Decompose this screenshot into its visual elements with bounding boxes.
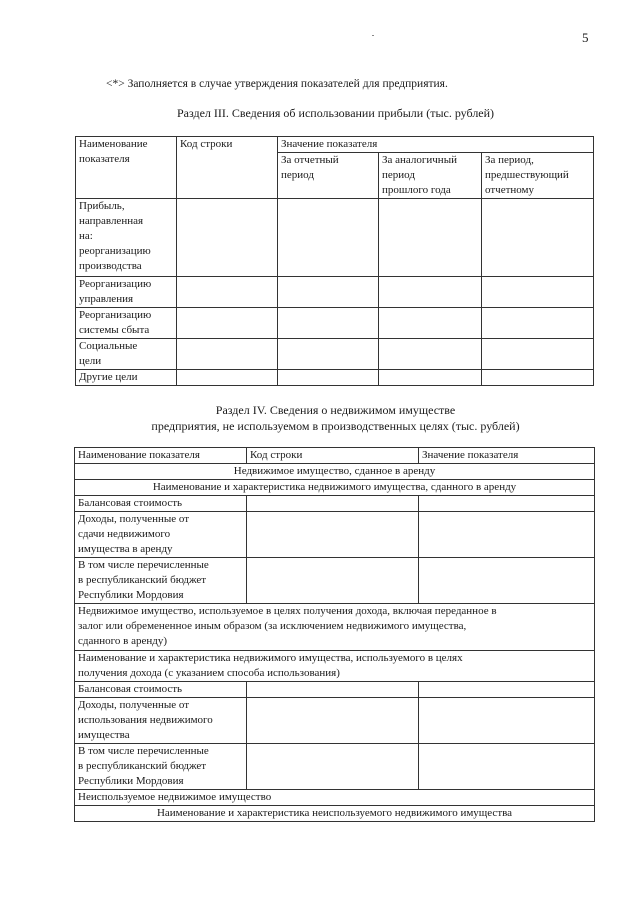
empty-cell: [482, 308, 594, 339]
empty-cell: [177, 199, 278, 277]
table-row: [75, 512, 595, 558]
unused-property-description: Наименование и характеристика неиспользуемого недвижимого имущества: [75, 806, 595, 822]
rented-property-description: Наименование и характеристика недвижимого имущества, сданного в аренду: [75, 480, 595, 496]
empty-cell: [482, 370, 594, 386]
empty-cell: [177, 339, 278, 370]
empty-cell: [177, 277, 278, 308]
empty-cell: [482, 199, 594, 277]
table-row: [75, 744, 595, 790]
empty-cell: [419, 496, 595, 512]
row-label: Реорганизацию системы сбыта: [76, 308, 177, 339]
section-3-title: Раздел III. Сведения об использовании прибыли (тыс. рублей): [176, 106, 495, 120]
empty-cell: [278, 370, 379, 386]
real-estate-table: [74, 447, 595, 822]
rented-property-title: Недвижимое имущество, сданное в аренду: [75, 464, 595, 480]
section-4-title: Раздел IV. Сведения о недвижимом имуществе предприятия, не используемом в производственных целях (тыс. рублей): [151, 403, 520, 433]
footnote: <*> Заполняется в случае утверждения показателей для предприятия.: [106, 78, 448, 90]
table-row: [75, 558, 595, 604]
row-label: Доходы, полученные от использования недвижимого имущества: [75, 698, 247, 744]
empty-cell: [419, 512, 595, 558]
table-row: [76, 370, 594, 386]
empty-cell: [379, 339, 482, 370]
table-row: [76, 277, 594, 308]
empty-cell: [247, 698, 419, 744]
header-similar-period: За аналогичный период прошлого года: [379, 153, 482, 199]
row-label: Социальные цели: [76, 339, 177, 370]
header-indicator-name: Наименование показателя: [76, 137, 177, 199]
table-row: [75, 496, 595, 512]
income-property-title: Недвижимое имущество, используемое в целях получения дохода, включая переданное в залог или обремененное иным образом (за исключением недвижимого имущества, сданного в аренду): [75, 604, 595, 651]
empty-cell: [379, 277, 482, 308]
row-label: Реорганизацию управления: [76, 277, 177, 308]
row-label: Другие цели: [76, 370, 177, 386]
empty-cell: [247, 682, 419, 698]
empty-cell: [379, 370, 482, 386]
empty-cell: [247, 512, 419, 558]
header-previous-period: За период, предшествующий отчетному: [482, 153, 594, 199]
empty-cell: [278, 339, 379, 370]
empty-cell: [278, 199, 379, 277]
row-label: Прибыль, направленная на: реорганизацию производства: [76, 199, 177, 277]
empty-cell: [177, 308, 278, 339]
table-row: [76, 308, 594, 339]
empty-cell: [419, 744, 595, 790]
empty-cell: [379, 199, 482, 277]
header-current-period: За отчетный период: [278, 153, 379, 199]
empty-cell: [482, 277, 594, 308]
empty-cell: [278, 308, 379, 339]
header-indicator-value: Значение показателя: [278, 137, 594, 153]
empty-cell: [419, 698, 595, 744]
table-row: [76, 339, 594, 370]
header-line-code: Код строки: [247, 448, 419, 464]
table-row: [75, 698, 595, 744]
empty-cell: [247, 558, 419, 604]
empty-cell: [419, 558, 595, 604]
income-property-description: Наименование и характеристика недвижимого имущества, используемого в целях получения дохода (с указанием способа использования): [75, 651, 595, 682]
row-label: В том числе перечисленные в республиканский бюджет Республики Мордовия: [75, 744, 247, 790]
header-indicator-name: Наименование показателя: [75, 448, 247, 464]
empty-cell: [247, 496, 419, 512]
empty-cell: [247, 744, 419, 790]
row-label: Балансовая стоимость: [75, 496, 247, 512]
table-row: [76, 199, 594, 277]
header-indicator-value: Значение показателя: [419, 448, 595, 464]
profit-usage-table: [75, 136, 594, 386]
header-line-code: Код строки: [177, 137, 278, 199]
empty-cell: [177, 370, 278, 386]
empty-cell: [482, 339, 594, 370]
empty-cell: [379, 308, 482, 339]
unused-property-title: Неиспользуемое недвижимое имущество: [75, 790, 595, 806]
row-label: Доходы, полученные от сдачи недвижимого имущества в аренду: [75, 512, 247, 558]
row-label: В том числе перечисленные в республиканский бюджет Республики Мордовия: [75, 558, 247, 604]
scan-speck: [372, 35, 374, 36]
page-number: 5: [582, 30, 589, 45]
empty-cell: [278, 277, 379, 308]
row-label: Балансовая стоимость: [75, 682, 247, 698]
table-row: [75, 682, 595, 698]
empty-cell: [419, 682, 595, 698]
